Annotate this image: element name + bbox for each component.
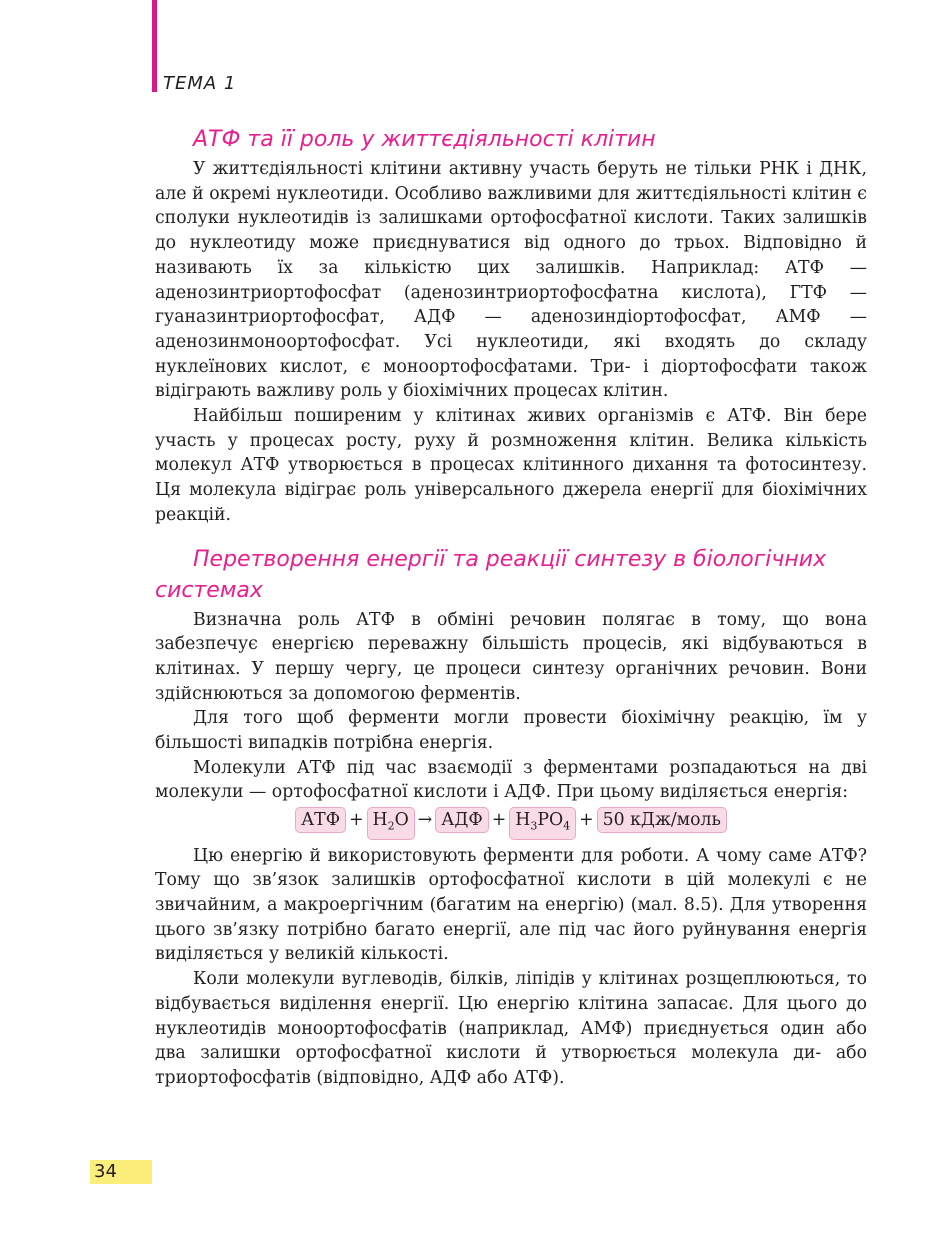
topic-label: ТЕМА 1: [163, 73, 237, 94]
paragraph: Коли молекули вуглеводів, білків, ліпідів у клітинах розщеплюються, то відбувається виділення енергії. Цю енергію клітина запасає. Для цього до нуклеотидів моноортофосфатів (наприклад, АМФ) приєднується один або два залишки ортофосфатної кислоти й утворюється молекула ди- або триортофосфатів (відповідно, АДФ або АТФ).: [155, 969, 867, 1088]
section-title-energy: [155, 544, 867, 606]
arrow-icon: →: [417, 810, 433, 831]
page-content: [155, 124, 867, 1091]
formula-adp: АДФ: [435, 807, 488, 833]
page-number: 34: [90, 1160, 152, 1184]
paragraph: Визначна роль АТФ в обміні речовин полягає в тому, що вона забезпечує енергією переважну більшість процесів, які відбуваються в клітинах. У першу чергу, це процеси синтезу органічних речовин. Вони здійснюються за допомогою ферментів.: [155, 609, 867, 704]
header-accent-bar: [152, 0, 157, 92]
paragraph: Цю енергію й використовують ферменти для роботи. А чому саме АТФ? Тому що зв’язок залишків ортофосфатної кислоти в цій молекулі є не звичайним, а макроергічним (багатим на енергію) (мал. 8.5). Для утворення цього зв’язку потрібно багато енергії, але під час його руйнування енергія виділяється у великій кількості.: [155, 845, 867, 965]
section-title-atp: АТФ та її роль у життєдіяльності клітин: [193, 127, 656, 152]
section-title-line-1: Перетворення енергії та реакції синтезу в біологічних: [193, 546, 827, 572]
section-title-line-2: системах: [155, 577, 263, 603]
paragraph: У життєдіяльності клітини активну участь беруть не тільки РНК і ДНК, але й окремі нуклеотиди. Особливо важливими для життєдіяльності клітин є сполуки нуклеотидів із залишками ортофосфатної кислоти. Таких залишків до нуклеотиду може приєднуватися від одного до трьох. Відповідно й називають їх за кількістю цих залишків. Наприклад: АТФ — аденозинтриортофосфат (аденозинтриортофосфатна кислота), ГТФ — гуаназинтриортофосфат, АДФ — аденозиндіортофосфат, АМФ — аденозинмоноортофосфат. Усі нуклеотиди, які входять до складу нуклеїнових кислот, є моноортофосфатами. Три- і діортофосфати також відіграють важливу роль у біохімічних процесах клітин.: [155, 159, 867, 402]
paragraph: Найбільш поширеним у клітинах живих організмів є АТФ. Він бере участь у процесах росту, руху й розмноження клітин. Велика кількість молекул АТФ утворюється в процесах клітинного дихання та фотосинтезу. Ця молекула відіграє роль універсального джерела енергії для біохімічних реакцій.: [155, 406, 867, 525]
formula-water: $H_2O$: [367, 807, 415, 839]
formula-atp: АТФ: [295, 807, 346, 833]
plus-sign: +: [579, 810, 594, 831]
plus-sign: +: [491, 810, 507, 831]
formula-phosphoric-acid: $H_3PO_4$: [509, 807, 576, 839]
paragraph: Молекули АТФ під час взаємодії з ферментами розпадаються на дві молекули — ортофосфатної кислоти і АДФ. При цьому виділяється енергія:: [155, 757, 867, 803]
plus-sign: +: [349, 810, 364, 831]
paragraph: Для того щоб ферменти могли провести біохімічну реакцію, їм у більшості випадків потрібна енергія.: [155, 708, 867, 754]
formula-energy: 50 кДж/моль: [597, 807, 727, 833]
reaction-equation: [155, 807, 867, 839]
